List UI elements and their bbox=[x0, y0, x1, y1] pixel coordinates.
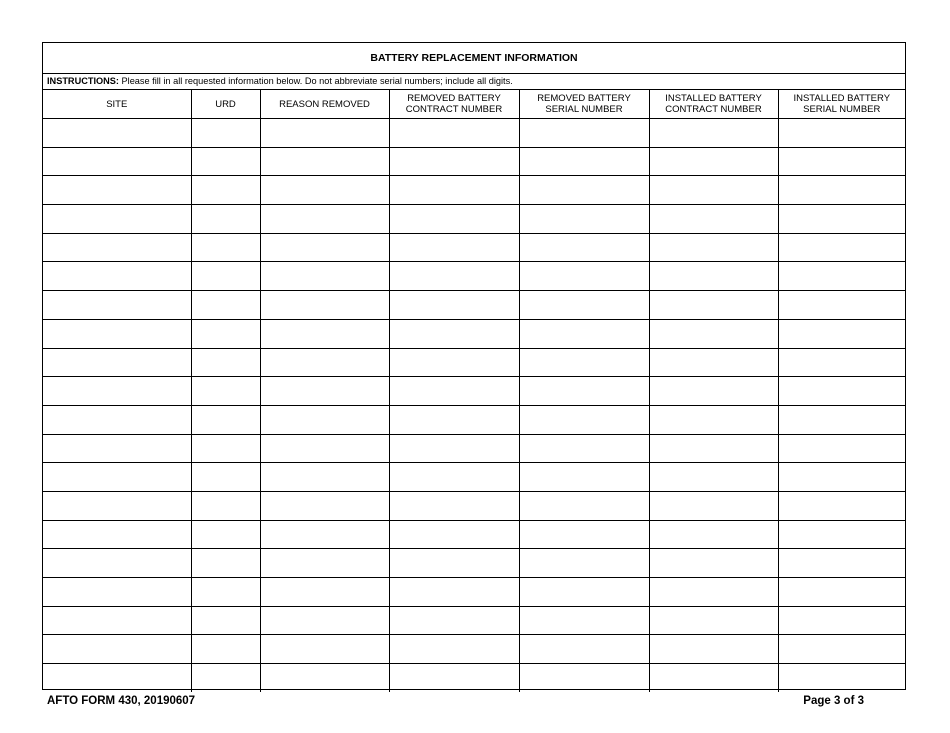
column-header-line2: CONTRACT NUMBER bbox=[405, 104, 503, 115]
cell-site[interactable] bbox=[43, 606, 191, 635]
cell-urd[interactable] bbox=[191, 233, 260, 262]
cell-site[interactable] bbox=[43, 291, 191, 320]
table-row bbox=[43, 119, 905, 148]
column-header-line2: CONTRACT NUMBER bbox=[665, 104, 762, 115]
cell-installed-contract-number[interactable] bbox=[649, 664, 778, 692]
cell-removed-serial-number[interactable] bbox=[519, 520, 649, 549]
cell-site[interactable] bbox=[43, 348, 191, 377]
table-row bbox=[43, 147, 905, 176]
cell-reason-removed[interactable] bbox=[260, 176, 389, 205]
form-title: BATTERY REPLACEMENT INFORMATION bbox=[43, 43, 905, 74]
cell-installed-serial-number[interactable] bbox=[778, 348, 905, 377]
cell-urd[interactable] bbox=[191, 377, 260, 406]
cell-reason-removed[interactable] bbox=[260, 578, 389, 607]
cell-installed-contract-number[interactable] bbox=[649, 262, 778, 291]
cell-removed-serial-number[interactable] bbox=[519, 434, 649, 463]
instructions bbox=[43, 74, 905, 90]
cell-installed-contract-number[interactable] bbox=[649, 205, 778, 234]
cell-site[interactable] bbox=[43, 491, 191, 520]
cell-removed-contract-number[interactable] bbox=[389, 491, 519, 520]
cell-reason-removed[interactable] bbox=[260, 405, 389, 434]
column-header-line2: SERIAL NUMBER bbox=[545, 104, 623, 115]
cell-removed-serial-number[interactable] bbox=[519, 463, 649, 492]
table-row bbox=[43, 606, 905, 635]
table-row bbox=[43, 463, 905, 492]
cell-installed-serial-number[interactable] bbox=[778, 233, 905, 262]
cell-reason-removed[interactable] bbox=[260, 147, 389, 176]
form-id: AFTO FORM 430, 20190607 bbox=[47, 695, 196, 707]
cell-reason-removed[interactable] bbox=[260, 119, 389, 148]
cell-removed-contract-number[interactable] bbox=[389, 578, 519, 607]
cell-installed-serial-number[interactable] bbox=[778, 520, 905, 549]
cell-urd[interactable] bbox=[191, 664, 260, 692]
cell-removed-serial-number[interactable] bbox=[519, 377, 649, 406]
cell-urd[interactable] bbox=[191, 319, 260, 348]
table-row bbox=[43, 291, 905, 320]
column-header-line1: INSTALLED BATTERY bbox=[793, 93, 891, 104]
cell-reason-removed[interactable] bbox=[260, 606, 389, 635]
cell-removed-contract-number[interactable] bbox=[389, 405, 519, 434]
cell-site[interactable] bbox=[43, 520, 191, 549]
table-row bbox=[43, 319, 905, 348]
cell-installed-contract-number[interactable] bbox=[649, 348, 778, 377]
cell-site[interactable] bbox=[43, 233, 191, 262]
cell-removed-serial-number[interactable] bbox=[519, 262, 649, 291]
cell-installed-serial-number[interactable] bbox=[778, 606, 905, 635]
cell-reason-removed[interactable] bbox=[260, 233, 389, 262]
cell-urd[interactable] bbox=[191, 147, 260, 176]
cell-removed-contract-number[interactable] bbox=[389, 147, 519, 176]
cell-removed-serial-number[interactable] bbox=[519, 319, 649, 348]
cell-site[interactable] bbox=[43, 205, 191, 234]
cell-reason-removed[interactable] bbox=[260, 377, 389, 406]
table-row bbox=[43, 635, 905, 664]
cell-urd[interactable] bbox=[191, 520, 260, 549]
cell-installed-serial-number[interactable] bbox=[778, 291, 905, 320]
cell-urd[interactable] bbox=[191, 205, 260, 234]
cell-installed-contract-number[interactable] bbox=[649, 147, 778, 176]
column-header-site bbox=[43, 90, 191, 119]
cell-installed-contract-number[interactable] bbox=[649, 319, 778, 348]
cell-site[interactable] bbox=[43, 319, 191, 348]
table-row bbox=[43, 405, 905, 434]
cell-reason-removed[interactable] bbox=[260, 205, 389, 234]
cell-urd[interactable] bbox=[191, 635, 260, 664]
cell-reason-removed[interactable] bbox=[260, 549, 389, 578]
cell-installed-serial-number[interactable] bbox=[778, 578, 905, 607]
table-row bbox=[43, 377, 905, 406]
cell-removed-serial-number[interactable] bbox=[519, 233, 649, 262]
cell-site[interactable] bbox=[43, 147, 191, 176]
cell-removed-serial-number[interactable] bbox=[519, 405, 649, 434]
cell-installed-serial-number[interactable] bbox=[778, 405, 905, 434]
table-row bbox=[43, 348, 905, 377]
cell-site[interactable] bbox=[43, 664, 191, 692]
column-header-line1: URD bbox=[215, 98, 236, 110]
column-header-line1: INSTALLED BATTERY bbox=[665, 93, 762, 104]
cell-removed-serial-number[interactable] bbox=[519, 606, 649, 635]
cell-installed-serial-number[interactable] bbox=[778, 635, 905, 664]
cell-installed-serial-number[interactable] bbox=[778, 463, 905, 492]
cell-reason-removed[interactable] bbox=[260, 520, 389, 549]
cell-reason-removed[interactable] bbox=[260, 291, 389, 320]
cell-installed-contract-number[interactable] bbox=[649, 377, 778, 406]
cell-site[interactable] bbox=[43, 176, 191, 205]
cell-installed-serial-number[interactable] bbox=[778, 664, 905, 692]
cell-removed-serial-number[interactable] bbox=[519, 147, 649, 176]
column-header-line1: REASON REMOVED bbox=[279, 98, 370, 110]
cell-installed-serial-number[interactable] bbox=[778, 549, 905, 578]
cell-urd[interactable] bbox=[191, 262, 260, 291]
cell-installed-contract-number[interactable] bbox=[649, 606, 778, 635]
cell-reason-removed[interactable] bbox=[260, 463, 389, 492]
cell-removed-contract-number[interactable] bbox=[389, 176, 519, 205]
cell-removed-serial-number[interactable] bbox=[519, 348, 649, 377]
cell-installed-serial-number[interactable] bbox=[778, 119, 905, 148]
column-header-removed-serial-number bbox=[519, 90, 649, 119]
cell-installed-contract-number[interactable] bbox=[649, 578, 778, 607]
table-header-row bbox=[43, 90, 905, 119]
column-header-line1: SITE bbox=[106, 98, 128, 110]
cell-removed-contract-number[interactable] bbox=[389, 520, 519, 549]
cell-removed-serial-number[interactable] bbox=[519, 491, 649, 520]
cell-removed-contract-number[interactable] bbox=[389, 635, 519, 664]
table-row bbox=[43, 664, 905, 692]
cell-removed-serial-number[interactable] bbox=[519, 205, 649, 234]
cell-urd[interactable] bbox=[191, 606, 260, 635]
cell-urd[interactable] bbox=[191, 348, 260, 377]
cell-site[interactable] bbox=[43, 578, 191, 607]
cell-installed-contract-number[interactable] bbox=[649, 549, 778, 578]
cell-installed-serial-number[interactable] bbox=[778, 205, 905, 234]
cell-site[interactable] bbox=[43, 549, 191, 578]
cell-reason-removed[interactable] bbox=[260, 664, 389, 692]
battery-replacement-form bbox=[42, 42, 906, 690]
table-row bbox=[43, 434, 905, 463]
column-header-installed-contract-number bbox=[649, 90, 778, 119]
cell-installed-contract-number[interactable] bbox=[649, 176, 778, 205]
cell-site[interactable] bbox=[43, 635, 191, 664]
cell-installed-contract-number[interactable] bbox=[649, 405, 778, 434]
cell-installed-contract-number[interactable] bbox=[649, 635, 778, 664]
cell-removed-contract-number[interactable] bbox=[389, 119, 519, 148]
cell-installed-contract-number[interactable] bbox=[649, 491, 778, 520]
cell-reason-removed[interactable] bbox=[260, 348, 389, 377]
cell-site[interactable] bbox=[43, 119, 191, 148]
cell-reason-removed[interactable] bbox=[260, 319, 389, 348]
instructions-label: INSTRUCTIONS: bbox=[47, 76, 119, 86]
cell-reason-removed[interactable] bbox=[260, 635, 389, 664]
cell-urd[interactable] bbox=[191, 291, 260, 320]
cell-installed-contract-number[interactable] bbox=[649, 520, 778, 549]
cell-installed-serial-number[interactable] bbox=[778, 377, 905, 406]
cell-installed-contract-number[interactable] bbox=[649, 233, 778, 262]
battery-table bbox=[43, 90, 905, 692]
column-header-installed-serial-number bbox=[778, 90, 905, 119]
cell-installed-serial-number[interactable] bbox=[778, 434, 905, 463]
cell-removed-contract-number[interactable] bbox=[389, 348, 519, 377]
cell-urd[interactable] bbox=[191, 549, 260, 578]
cell-installed-serial-number[interactable] bbox=[778, 176, 905, 205]
cell-removed-contract-number[interactable] bbox=[389, 291, 519, 320]
cell-reason-removed[interactable] bbox=[260, 434, 389, 463]
table-row bbox=[43, 520, 905, 549]
cell-urd[interactable] bbox=[191, 463, 260, 492]
cell-reason-removed[interactable] bbox=[260, 491, 389, 520]
page-number: Page 3 of 3 bbox=[803, 695, 864, 707]
cell-urd[interactable] bbox=[191, 176, 260, 205]
cell-removed-serial-number[interactable] bbox=[519, 549, 649, 578]
cell-urd[interactable] bbox=[191, 434, 260, 463]
cell-removed-contract-number[interactable] bbox=[389, 319, 519, 348]
cell-removed-contract-number[interactable] bbox=[389, 434, 519, 463]
column-header-line1: REMOVED BATTERY bbox=[407, 93, 501, 104]
cell-urd[interactable] bbox=[191, 119, 260, 148]
cell-removed-serial-number[interactable] bbox=[519, 578, 649, 607]
table-row bbox=[43, 491, 905, 520]
cell-removed-serial-number[interactable] bbox=[519, 664, 649, 692]
table-row bbox=[43, 176, 905, 205]
column-header-reason-removed bbox=[260, 90, 389, 119]
cell-removed-contract-number[interactable] bbox=[389, 262, 519, 291]
cell-installed-serial-number[interactable] bbox=[778, 319, 905, 348]
cell-installed-contract-number[interactable] bbox=[649, 463, 778, 492]
cell-removed-contract-number[interactable] bbox=[389, 664, 519, 692]
cell-reason-removed[interactable] bbox=[260, 262, 389, 291]
cell-urd[interactable] bbox=[191, 578, 260, 607]
cell-removed-contract-number[interactable] bbox=[389, 377, 519, 406]
table-row bbox=[43, 262, 905, 291]
table-row bbox=[43, 549, 905, 578]
cell-site[interactable] bbox=[43, 377, 191, 406]
cell-urd[interactable] bbox=[191, 491, 260, 520]
cell-site[interactable] bbox=[43, 434, 191, 463]
cell-removed-serial-number[interactable] bbox=[519, 291, 649, 320]
cell-removed-contract-number[interactable] bbox=[389, 549, 519, 578]
instructions-text: Please fill in all requested information below. Do not abbreviate serial numbers; include all digits. bbox=[118, 76, 513, 86]
cell-installed-contract-number[interactable] bbox=[649, 119, 778, 148]
column-header-urd bbox=[191, 90, 260, 119]
cell-removed-serial-number[interactable] bbox=[519, 635, 649, 664]
cell-removed-serial-number[interactable] bbox=[519, 176, 649, 205]
table-row bbox=[43, 205, 905, 234]
cell-site[interactable] bbox=[43, 405, 191, 434]
column-header-line1: REMOVED BATTERY bbox=[537, 93, 631, 104]
cell-installed-serial-number[interactable] bbox=[778, 491, 905, 520]
cell-site[interactable] bbox=[43, 463, 191, 492]
cell-installed-serial-number[interactable] bbox=[778, 147, 905, 176]
cell-removed-contract-number[interactable] bbox=[389, 463, 519, 492]
cell-installed-contract-number[interactable] bbox=[649, 434, 778, 463]
column-header-line2: SERIAL NUMBER bbox=[803, 104, 881, 115]
cell-installed-contract-number[interactable] bbox=[649, 291, 778, 320]
cell-installed-serial-number[interactable] bbox=[778, 262, 905, 291]
table-row bbox=[43, 233, 905, 262]
cell-site[interactable] bbox=[43, 262, 191, 291]
cell-removed-contract-number[interactable] bbox=[389, 233, 519, 262]
cell-urd[interactable] bbox=[191, 405, 260, 434]
column-header-removed-contract-number bbox=[389, 90, 519, 119]
cell-removed-serial-number[interactable] bbox=[519, 119, 649, 148]
cell-removed-contract-number[interactable] bbox=[389, 205, 519, 234]
cell-removed-contract-number[interactable] bbox=[389, 606, 519, 635]
table-row bbox=[43, 578, 905, 607]
